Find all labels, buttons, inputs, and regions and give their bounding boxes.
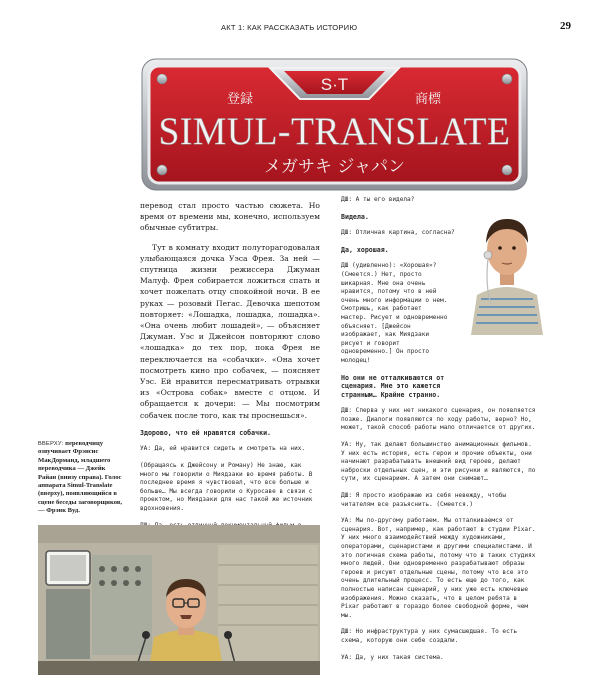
- interview-question: Да, хорошая.: [341, 245, 389, 254]
- sign-brand: SIMUL-TRANSLATE: [158, 110, 511, 153]
- rivet-bottom-left: [157, 165, 167, 175]
- interview-question: Видела.: [341, 212, 369, 221]
- sign-left-kanji: 登録: [226, 92, 254, 107]
- page-header: [0, 0, 600, 40]
- interview-answer: УА: Ну, так делают большинство анимационных фильмов. У них есть история, есть герои и прочие объекты, они начинают разрабатывать внешний вид героев, делают наброски отдельных сцен, и эти рисунки и являются, по сути, их сценарием. А затем они снимают…: [341, 441, 536, 483]
- sign-top-letters: S·T: [320, 75, 349, 94]
- caption-text: переводчицу озвучивает Фрэнсис МакДорманд, младшего переводчика — Джейк Райан (внизу справа). Голос аппарата Simul-Translate (вверху), появляющийся в сцене беседы заговорщиков, — Фрэнк Вуд.: [38, 440, 123, 515]
- interview-answer: УА: Мы по-другому работаем. Мы отталкиваемся от сценария. Вот, например, как работают в студии Pixar. У них много взаимодействий между художниками, операторами, сценаристами и другими специалистами. И это логичная схема работы, потому что в таких студиях много людей. Они одновременно разрабатывают образы героев и рисуют отдельные сцены, потому что все это очень длительный процесс. То есть еще до того, как полностью написан сценарий, у них уже есть ключевые изображения. Можно сказать, что в целом ребята в Pixar работают в гораздо более свободной форме, чем мы.: [341, 517, 536, 619]
- interview-answer: УА: Да, ей нравится сидеть и смотреть на них.: [140, 445, 306, 453]
- interview-answer: ДШ: Отличная картина, согласна?: [341, 229, 455, 237]
- left-text-column: [140, 200, 320, 563]
- photo-caption: [38, 440, 124, 516]
- interview-question: Но они не отталкиваются от сценария. Мне это кажется странным… Крайне странно.: [341, 373, 445, 399]
- interview-answer: ДШ (удивленно): «Хорошая»? (Смеется.) Нет, просто шикарная. Мне она очень нравится, потому что в ней очень много информации о нем. Смотришь, как работает мастер. Рисует и одновременно объясняет. [Джейсон изображает, как Миядзаки рисует и говорит одновременно.] Он просто молодец!: [341, 262, 448, 364]
- narrative-paragraph: перевод стал просто частью сюжета. Но время от времени мы, конечно, используем обычные субтитры.: [140, 201, 320, 233]
- interview-question: Здорово, что ей нравятся собачки.: [140, 428, 272, 437]
- sign-katakana: メガサキ ジャパン: [263, 157, 406, 177]
- sign-right-kanji: 商標: [414, 92, 442, 107]
- interview-answer: (Обращаясь к Джейсону и Роману) Не знаю, как много мы говорили о Миядзаки во время работы. В последнее время я чувствовал, что все больше и больше… Мы всегда говорили о Куросаве в связи с проектом, но Миядзаки для нас такой же источник вдохновения.: [140, 462, 313, 513]
- interview-answer: ДШ: А ты его видела?: [341, 196, 415, 203]
- interview-answer: ДШ: Но инфраструктура у них сумасшедшая. То есть схема, которую они себе создали.: [341, 628, 518, 644]
- translator-booth-photo: [38, 525, 320, 675]
- rivet-top-left: [157, 74, 167, 84]
- rivet-top-right: [502, 74, 512, 84]
- interview-answer: ДШ: Сперва у них нет никакого сценария, он появляется позже. Диалоги появляются по ходу работы, верно? Но, может, такой способ работы мало отличается от других.: [341, 407, 536, 432]
- rivet-bottom-right: [502, 165, 512, 175]
- narrative-paragraph: Тут в комнату входит полуторагодовалая улыбающаяся дочка Уэса Фрея. За ней — спутница жизни режиссера Джуман Малуф. Фрея собирается ложиться спать и хочет пожелать отцу спокойной ночи. В ее руках — розовый Пегас. Девочка шепотом повторяет: «Лошадка, лошадка, лошадка». «Она очень любит лошадей», — объясняет Джуман. Уэс и Джейсон повторяют слово «лошадка» до тех пор, пока Фрея не переключается на «собачки». «Она хочет посмотреть кино про собачек, — поясняет Уэс. Ей нравится пересматривать отрывки из «Острова собак» вместе с отцом. И обращается к дочери: — Мы посмотрим собачек после того, как ты проснешься».: [140, 242, 320, 420]
- boy-puppet-photo: [455, 195, 560, 335]
- chapter-title: АКТ 1: КАК РАССКАЗАТЬ ИСТОРИЮ: [221, 23, 358, 32]
- simul-translate-sign: [140, 57, 529, 192]
- page-number: 29: [560, 20, 571, 32]
- interview-answer: ДШ: Я просто изображаю из себя невежду, чтобы читателям все разъяснить. (Смеется.): [341, 492, 507, 508]
- caption-label: ВВЕРХУ:: [38, 441, 64, 447]
- interview-answer: УА: Да, у них такая система.: [341, 653, 444, 661]
